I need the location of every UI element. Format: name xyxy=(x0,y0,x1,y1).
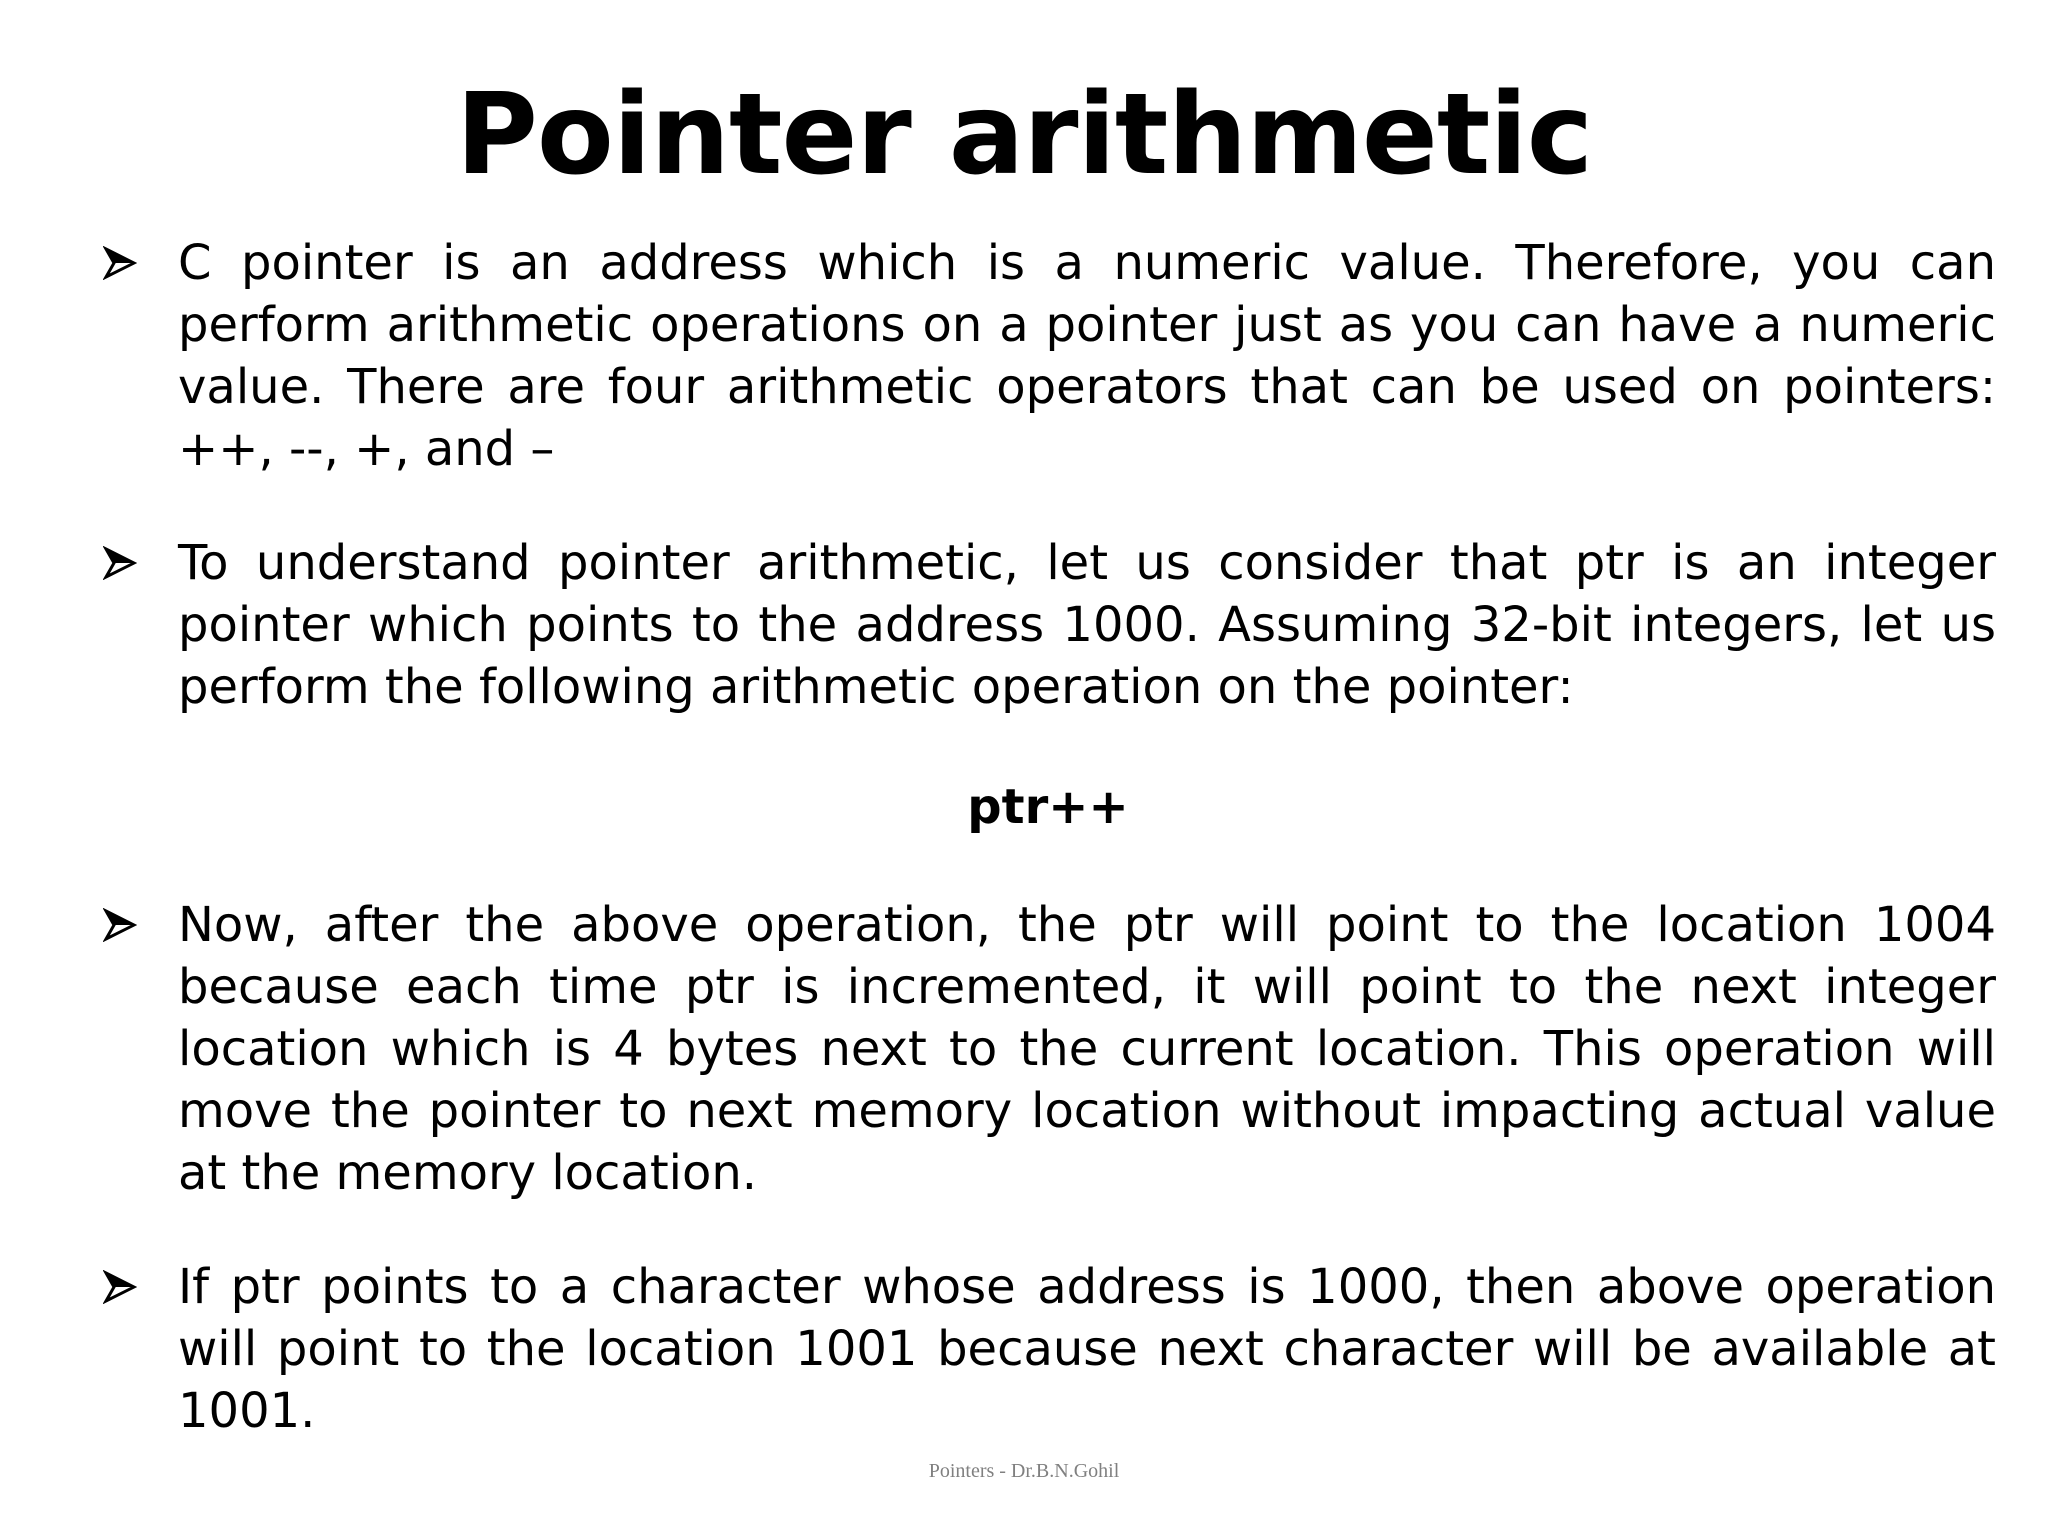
bullet-text: C pointer is an address which is a numeric value. Therefore, you can perform arithmetic operations on a pointer just as you can have a numeric value. There are four arithmetic operators that can be used on pointers: ++, --, +, and – xyxy=(178,235,1996,477)
bullet-text: Now, after the above operation, the ptr will point to the location 1004 because each time ptr is incremented, it will point to the next integer location which is 4 bytes next to the current location. This operation will move the pointer to next memory location without impacting actual value at the memory location. xyxy=(178,897,1996,1201)
arrow-bullet-icon xyxy=(100,532,140,594)
bullet-text: If ptr points to a character whose address is 1000, then above operation will point to the location 1001 because next character will be available at 1001. xyxy=(178,1259,1996,1439)
arrow-bullet-icon xyxy=(100,894,140,956)
bullet-text: To understand pointer arithmetic, let us consider that ptr is an integer pointer which points to the address 1000. Assuming 32-bit integers, let us perform the following arithmetic operation on the pointer: xyxy=(178,535,1996,715)
code-line: ptr++ xyxy=(967,779,1129,835)
bullet-item xyxy=(100,532,1996,718)
bullet-item xyxy=(100,232,1996,480)
arrow-bullet-icon xyxy=(100,1256,140,1318)
arrow-bullet-icon xyxy=(100,232,140,294)
slide-footer: Pointers - Dr.B.N.Gohil xyxy=(928,1460,1120,1482)
bullet-list xyxy=(100,232,1996,1442)
slide-title: Pointer arithmetic xyxy=(455,70,1593,200)
bullet-item xyxy=(100,1256,1996,1442)
bullet-item xyxy=(100,894,1996,1204)
